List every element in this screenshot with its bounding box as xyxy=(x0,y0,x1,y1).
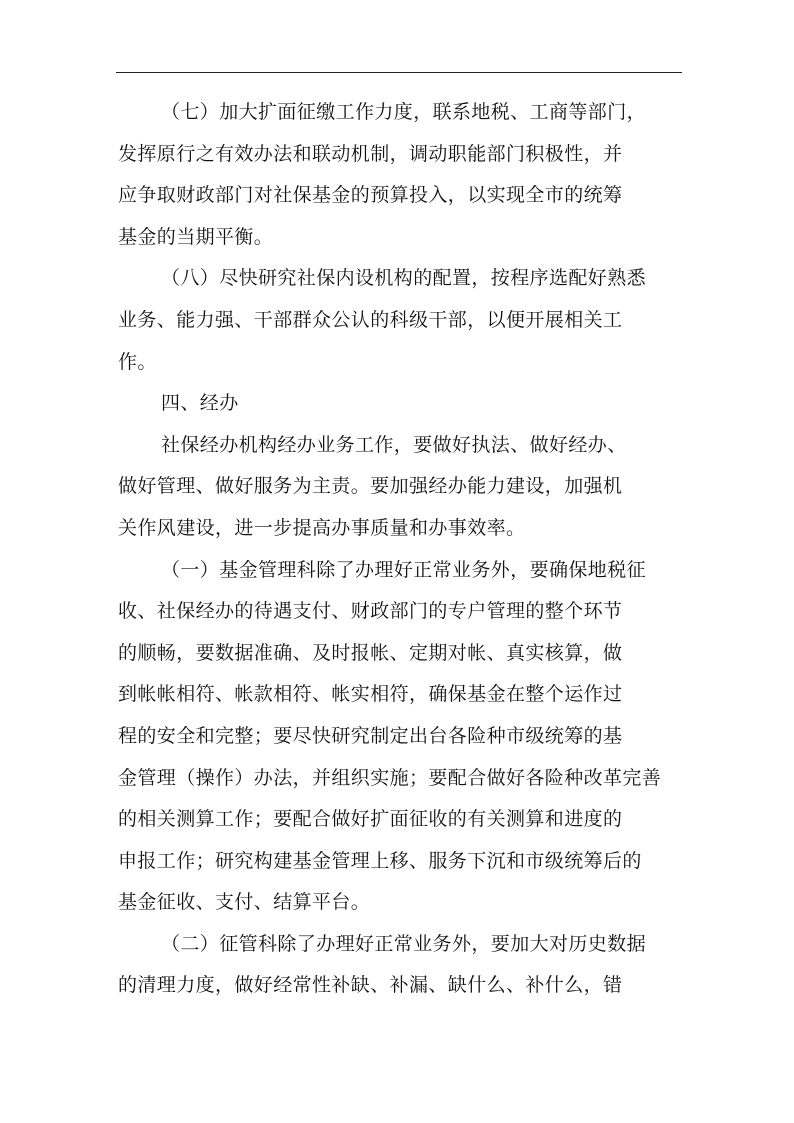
text-line: （七）加大扩面征缴工作力度，联系地税、工商等部门， xyxy=(161,101,647,123)
text-line: （一）基金管理科除了办理好正常业务外，要确保地税征 xyxy=(161,558,647,581)
text-line: 四、经办 xyxy=(161,392,239,415)
text-line: 基金的当期平衡。 xyxy=(118,225,274,248)
text-line: 基金征收、支付、结算平台。 xyxy=(118,891,371,914)
text-line: 关作风建设，进一步提高办事质量和办事效率。 xyxy=(118,516,526,539)
text-line: 收、社保经办的待遇支付、财政部门的专户管理的整个环节 xyxy=(118,600,623,623)
text-line: 申报工作；研究构建基金管理上移、服务下沉和市级统筹后的 xyxy=(118,849,642,872)
text-line: 的顺畅，要数据准确、及时报帐、定期对帐、真实核算，做 xyxy=(118,641,623,664)
text-line: 到帐帐相符、帐款相符、帐实相符，确保基金在整个运作过 xyxy=(118,683,623,706)
text-line: 金管理（操作）办法，并组织实施；要配合做好各险种改革完善 xyxy=(118,766,662,789)
text-line: 社保经办机构经办业务工作，要做好执法、做好经办、 xyxy=(161,433,627,456)
text-line: 应争取财政部门对社保基金的预算投入，以实现全市的统筹 xyxy=(118,184,623,207)
text-line: （二）征管科除了办理好正常业务外，要加大对历史数据 xyxy=(161,932,647,955)
header-rule xyxy=(116,72,682,73)
text-line: 做好管理、做好服务为主责。要加强经办能力建设，加强机 xyxy=(118,475,623,498)
text-line: 业务、能力强、干部群众公认的科级干部，以便开展相关工 xyxy=(118,308,623,331)
text-line: 的清理力度，做好经常性补缺、补漏、缺什么、补什么，错 xyxy=(118,974,623,997)
text-line: 发挥原行之有效办法和联动机制，调动职能部门积极性，并 xyxy=(118,142,623,165)
text-line: 程的安全和完整；要尽快研究制定出台各险种市级统筹的基 xyxy=(118,724,623,747)
text-line: 作。 xyxy=(118,350,157,373)
text-line: 的相关测算工作；要配合做好扩面征收的有关测算和进度的 xyxy=(118,808,623,831)
text-line: （八）尽快研究社保内设机构的配置，按程序选配好熟悉 xyxy=(161,267,647,290)
document-body xyxy=(118,92,678,1007)
